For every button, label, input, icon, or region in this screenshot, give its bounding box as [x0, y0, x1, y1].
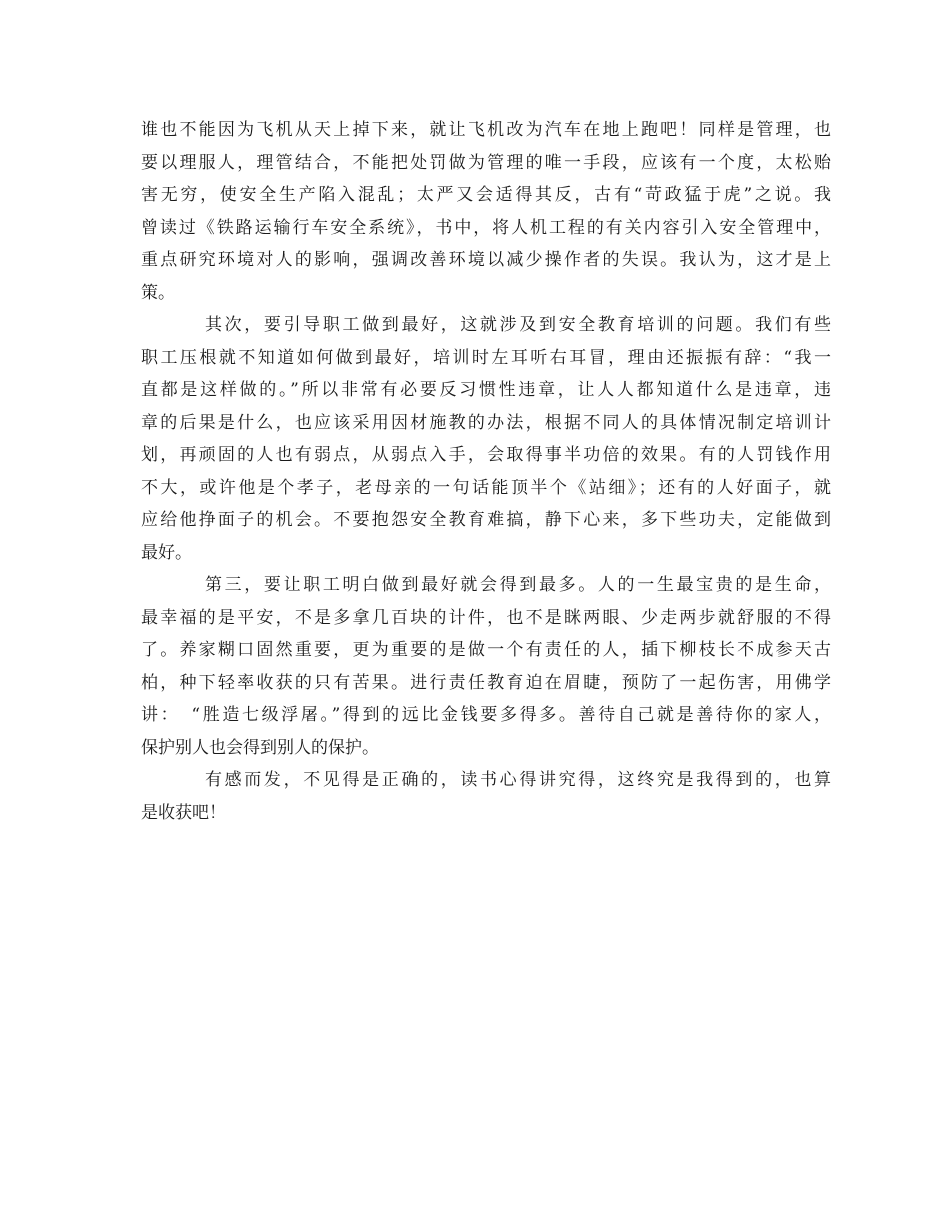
- paragraph-line: 最好。: [141, 542, 192, 563]
- document-body: [141, 114, 831, 829]
- paragraph-line: 有感而发，不见得是正确的，读书心得讲究得，这终究是我得到的，也算: [205, 770, 831, 790]
- paragraph-line: 不大，或许他是个孝子，老母亲的一句话能顶半个《站细》；还有的人好面子，就: [141, 477, 831, 498]
- paragraph-line: 害无穷，使安全生产陷入混乱；太严又会适得其反，古有“苛政猛于虎”之说。我: [141, 185, 831, 205]
- paragraph-line: 职工压根就不知道如何做到最好，培训时左耳听右耳冒，理由还振振有辞：“我一: [141, 347, 831, 368]
- paragraph-line: 曾读过《铁路运输行车安全系统》，书中，将人机工程的有关内容引入安全管理中，: [141, 217, 831, 238]
- paragraph-line: 重点研究环境对人的影响，强调改善环境以减少操作者的失误。我认为，这才是上: [141, 250, 831, 270]
- paragraph-2: [141, 309, 831, 569]
- paragraph-line: 应给他挣面子的机会。不要抱怨安全教育难搞，静下心来，多下些功夫，定能做到: [141, 510, 831, 530]
- paragraph-line: 划，再顽固的人也有弱点，从弱点入手，会取得事半功倍的效果。有的人罚钱作用: [141, 445, 831, 465]
- paragraph-3: [141, 569, 831, 764]
- paragraph-line: 其次，要引导职工做到最好，这就涉及到安全教育培训的问题。我们有些: [205, 315, 831, 335]
- paragraph-4: [141, 764, 831, 829]
- paragraph-1: [141, 114, 831, 309]
- paragraph-line: 要以理服人，理管结合，不能把处罚做为管理的唯一手段，应该有一个度，太松贻: [141, 152, 831, 173]
- paragraph-line: 保护别人也会得到别人的保护。: [141, 737, 379, 758]
- paragraph-line: 谁也不能因为飞机从天上掉下来，就让飞机改为汽车在地上跑吧！同样是管理，也: [141, 120, 831, 140]
- paragraph-line: 是收获吧！: [141, 802, 226, 823]
- paragraph-line: 章的后果是什么，也应该采用因材施教的办法，根据不同人的具体情况制定培训计: [141, 412, 831, 433]
- paragraph-line: 第三，要让职工明白做到最好就会得到最多。人的一生最宝贵的是生命，: [205, 575, 831, 595]
- paragraph-line: 最幸福的是平安，不是多拿几百块的计件，也不是眯两眼、少走两步就舒服的不得: [141, 607, 831, 628]
- paragraph-line: 直都是这样做的。”所以非常有必要反习惯性违章，让人人都知道什么是违章，违: [141, 380, 831, 400]
- paragraph-line: 策。: [141, 282, 175, 303]
- paragraph-line: 讲： “胜造七级浮屠。”得到的远比金钱要多得多。善待自己就是善待你的家人，: [141, 705, 831, 725]
- paragraph-line: 了。养家糊口固然重要，更为重要的是做一个有责任的人，插下柳枝长不成参天古: [141, 640, 831, 660]
- paragraph-line: 柏，种下轻率收获的只有苦果。进行责任教育迫在眉睫，预防了一起伤害，用佛学: [141, 672, 831, 693]
